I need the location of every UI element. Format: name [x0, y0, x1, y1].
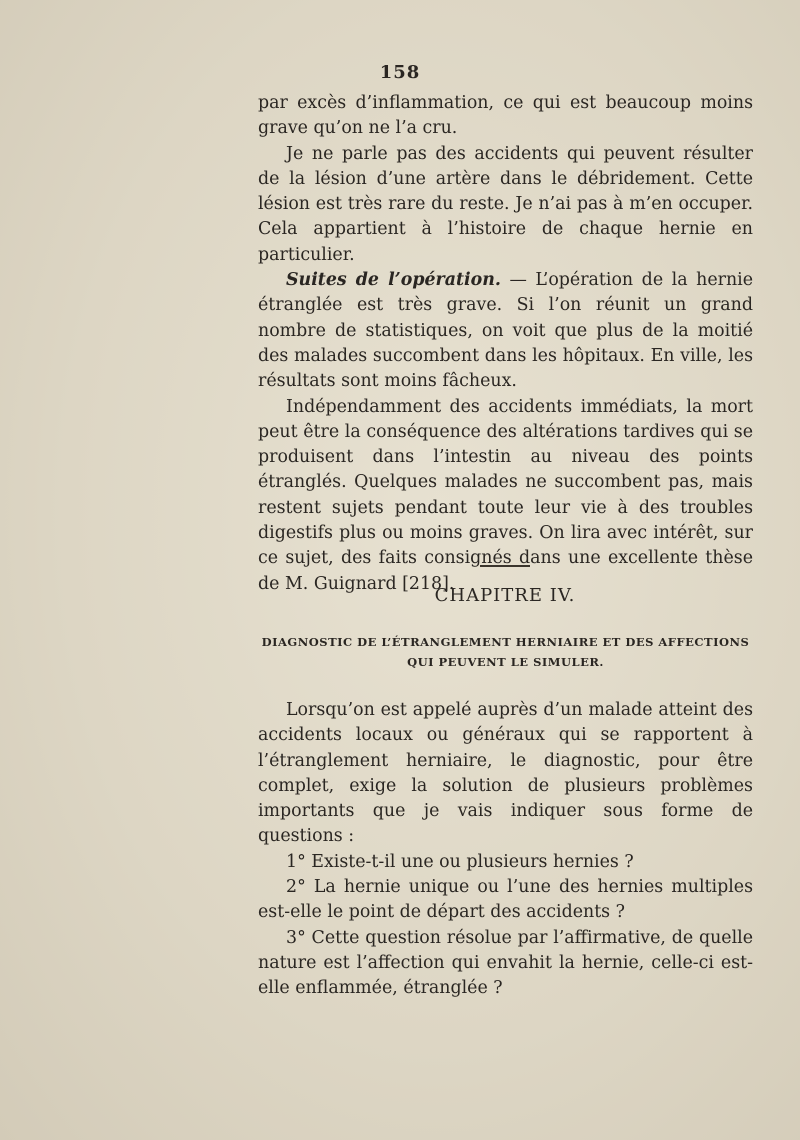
- section-lead: Suites de l’opération.: [286, 270, 501, 291]
- paragraph: par excès d’inflammation, ce qui est beaucoup moins grave qu’on ne l’a cru.: [258, 93, 753, 139]
- page-number: 158: [379, 62, 421, 83]
- chapter-subtitle-line: QUI PEUVENT LE SIMULER.: [407, 655, 604, 669]
- divider-rule: [480, 565, 530, 567]
- chapter-title: CHAPITRE IV.: [434, 585, 576, 606]
- section-text: — L’opération de la hernie étranglée est très grave. Si l’on réunit un grand nombre de statistiques, on voit que plus de la moitié des malades succombent dans les hôpitaux. En ville, les résultats sont moins fâcheux.: [258, 270, 753, 392]
- section-paragraph: [258, 268, 753, 394]
- paragraph: Indépendamment des accidents immédiats, la mort peut être la conséquence des altérations tardives qui se produisent dans l’intestin au niveau des points étranglés. Quelques malades ne succombent pas, mais restent sujets pendant toute leur vie à des troubles digestifs plus ou moins graves. On lira avec intérêt, sur ce sujet, des faits consignés dans une excellente thèse de M. Guignard [218].: [258, 396, 753, 594]
- paragraph: Je ne parle pas des accidents qui peuvent résulter de la lésion d’une artère dans le débridement. Cette lésion est très rare du reste. Je n’ai pas à m’en occuper. Cela appartient à l’histoire de chaque hernie en particulier.: [258, 143, 753, 265]
- question-item: 1° Existe-t-il une ou plusieurs hernies ?: [286, 851, 634, 872]
- question-item: 2° La hernie unique ou l’une des hernies multiples est-elle le point de départ des accidents ?: [258, 877, 753, 923]
- chapter-subtitle: [258, 632, 753, 672]
- body-text-bottom: [258, 698, 753, 1002]
- question-item: 3° Cette question résolue par l’affirmative, de quelle nature est l’affection qui envahit la hernie, celle-ci est-elle enflammée, étranglée ?: [258, 927, 753, 999]
- chapter-subtitle-line: DIAGNOSTIC DE L’ÉTRANGLEMENT HERNIAIRE ET DES AFFECTIONS: [261, 635, 750, 649]
- paragraph: Lorsqu’on est appelé auprès d’un malade atteint des accidents locaux ou généraux qui se rapportent à l’étranglement herniaire, le diagnostic, pour être complet, exige la solution de plusieurs problèmes importants que je vais indiquer sous forme de questions :: [258, 700, 753, 847]
- body-text-top: [258, 91, 753, 597]
